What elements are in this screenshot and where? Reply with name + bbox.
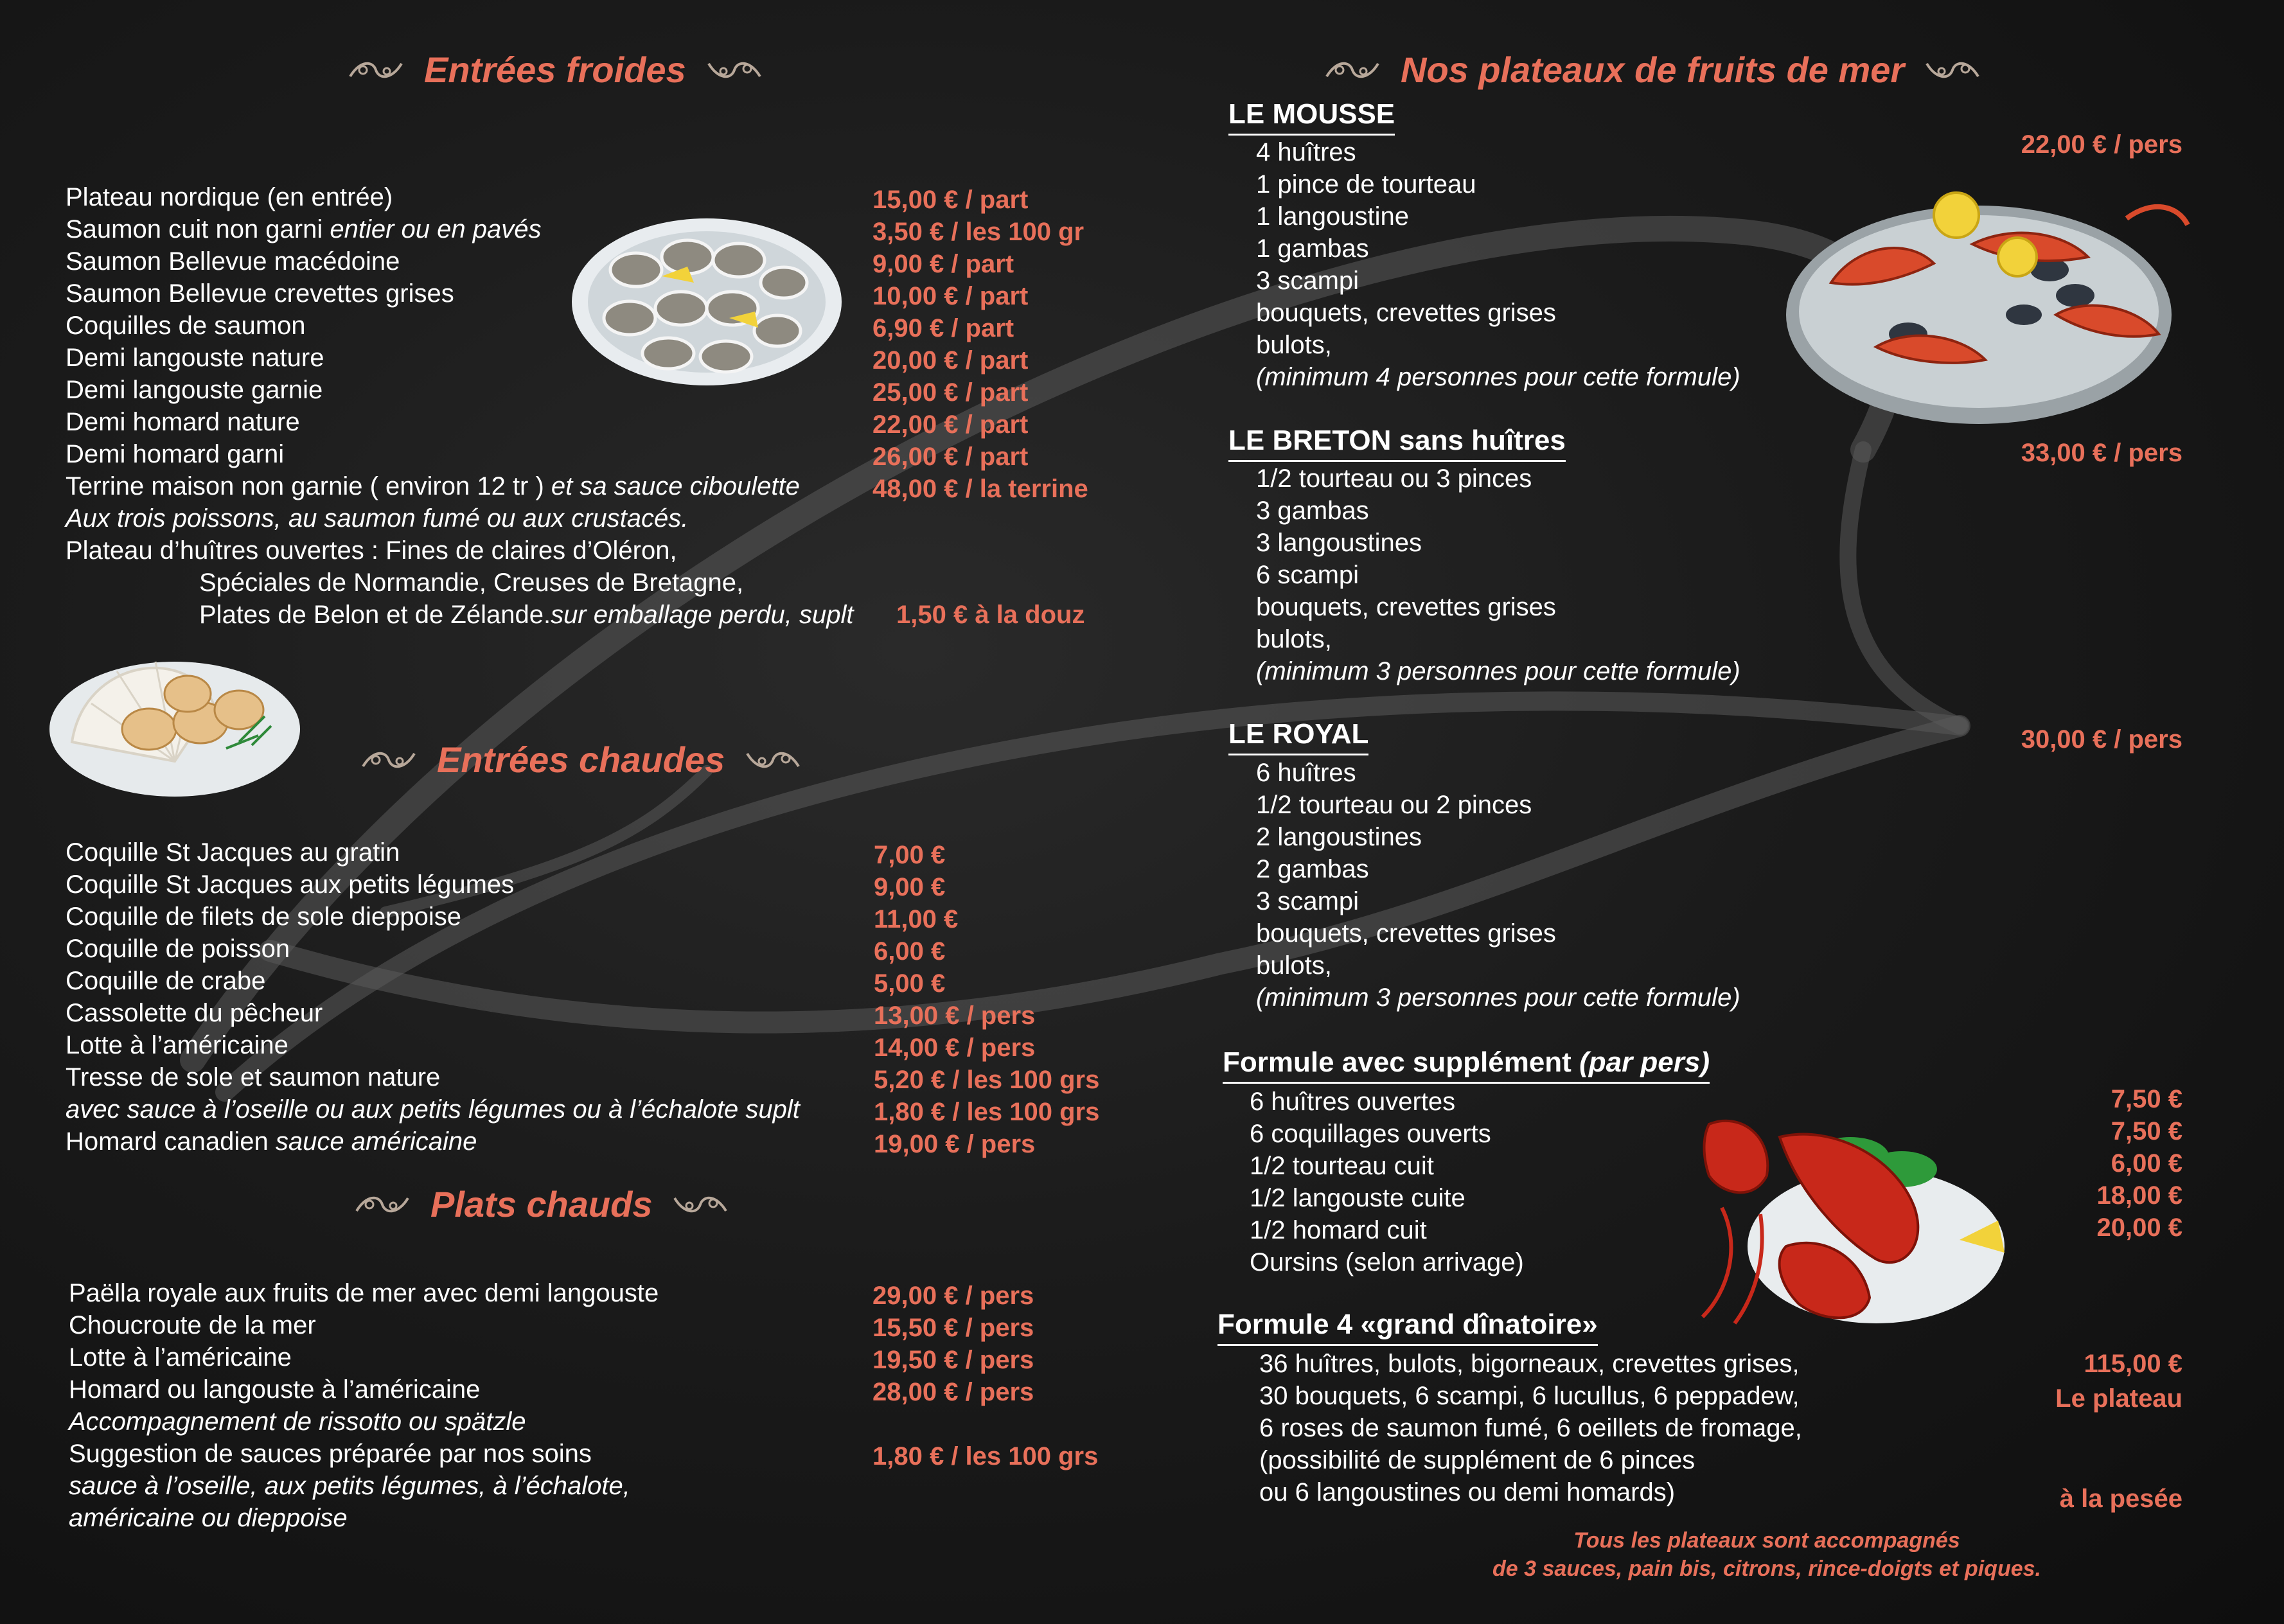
plateau-line: 1/2 tourteau ou 3 pinces: [1256, 464, 1532, 493]
scallop-photo: [46, 633, 303, 800]
plateau-mousse-title: LE MOUSSE: [1228, 96, 1395, 136]
formule-dinatoire-price-extra: à la pesée: [2059, 1485, 2182, 1513]
menu-item-note: entier ou en pavés: [330, 215, 542, 243]
menu-item: [69, 1470, 630, 1502]
plateau-line: 6 huîtres: [1256, 759, 1356, 787]
plateau-note: (minimum 3 personnes pour cette formule): [1256, 984, 1740, 1012]
menu-item: [66, 181, 393, 213]
plateau-line: 3 langoustines: [1256, 529, 1422, 557]
huitres-line-1: Plateau d’huîtres ouvertes : Fines de claires d’Oléron,: [66, 536, 677, 565]
menu-item: [66, 245, 400, 278]
menu-item: [66, 310, 306, 342]
menu-item-note: Accompagnement de rissotto ou spätzle: [69, 1408, 526, 1436]
heading-plateaux: [1323, 49, 1981, 91]
plateau-line: bulots,: [1256, 331, 1332, 359]
plateau-mousse-price: 22,00 € / pers: [2021, 130, 2182, 159]
heading-plats-chauds: [353, 1183, 729, 1225]
formule-dinatoire-price-unit: Le plateau: [2055, 1384, 2182, 1413]
flourish-icon: [744, 747, 802, 773]
menu-item-name: Coquille St Jacques au gratin: [66, 838, 400, 867]
menu-item-name: Demi langouste garnie: [66, 376, 323, 404]
menu-item-price: 20,00 € / part: [872, 346, 1029, 375]
flourish-icon: [671, 1192, 729, 1217]
supplement-item-name: 6 huîtres ouvertes: [1250, 1088, 1456, 1116]
supplement-item-name: Oursins (selon arrivage): [1250, 1248, 1524, 1276]
formule-dinatoire-title: Formule 4 «grand dînatoire»: [1217, 1307, 1598, 1346]
menu-item-price: 11,00 €: [874, 905, 959, 933]
huitres-price: 1,50 € à la douz: [896, 601, 1085, 629]
plateau-breton-price: 33,00 € / pers: [2021, 439, 2182, 467]
supplement-item-name: 1/2 langouste cuite: [1250, 1184, 1465, 1212]
plateau-royal-price: 30,00 € / pers: [2021, 725, 2182, 754]
menu-item-name: Coquille St Jacques aux petits légumes: [66, 870, 515, 899]
menu-item-name: Coquille de filets de sole dieppoise: [66, 903, 461, 931]
menu-item: [69, 1373, 480, 1406]
menu-item: [66, 933, 290, 965]
menu-item-name: Saumon cuit non garni: [66, 215, 330, 243]
formule-supplement-title-note: (par pers): [1579, 1046, 1710, 1078]
menu-item: [66, 1125, 477, 1158]
menu-item-price: 19,00 € / pers: [874, 1130, 1036, 1158]
supplement-item-price: 20,00 €: [2096, 1214, 2182, 1242]
dinatoire-line: 30 bouquets, 6 scampi, 6 lucullus, 6 peppadew,: [1259, 1382, 1800, 1410]
menu-item-name: Saumon Bellevue crevettes grises: [66, 279, 454, 308]
flourish-icon: [705, 57, 763, 83]
plateau-line: 3 gambas: [1256, 497, 1369, 525]
menu-item: [66, 901, 461, 933]
menu-item-name: Coquilles de saumon: [66, 312, 306, 340]
supplement-item-name: 1/2 tourteau cuit: [1250, 1152, 1434, 1180]
heading-entrees-chaudes: [360, 739, 802, 781]
menu-item-price: 22,00 € / part: [872, 410, 1029, 439]
footnote-line-1: Tous les plateaux sont accompagnés: [1573, 1528, 1960, 1553]
dinatoire-line: ou 6 langoustines ou demi homards): [1259, 1478, 1676, 1506]
menu-item: [69, 1341, 292, 1373]
supplement-item-name: 6 coquillages ouverts: [1250, 1120, 1491, 1148]
menu-item: [66, 438, 284, 470]
menu-item-price: 25,00 € / part: [872, 378, 1029, 407]
menu-item: [66, 836, 400, 869]
plateau-line: bouquets, crevettes grises: [1256, 299, 1556, 327]
section-title: Nos plateaux de fruits de mer: [1401, 49, 1905, 90]
menu-item-price: 10,00 € / part: [872, 282, 1029, 310]
menu-item-price: 1,80 € / les 100 grs: [872, 1442, 1099, 1470]
menu-item-note: sauce américaine: [275, 1127, 477, 1156]
menu-item-price: 15,50 € / pers: [872, 1314, 1034, 1342]
menu-item: [66, 1061, 440, 1093]
menu-item-name: Cassolette du pêcheur: [66, 999, 323, 1027]
menu-item: [69, 1502, 348, 1534]
menu-item-name: Homard canadien: [66, 1127, 276, 1156]
menu-item: [66, 965, 265, 997]
menu-item-name: Demi langouste nature: [66, 344, 324, 372]
menu-item-name: Plateau nordique (en entrée): [66, 183, 393, 211]
menu-item-price: 6,90 € / part: [872, 314, 1014, 342]
menu-item-name: Choucroute de la mer: [69, 1311, 316, 1339]
menu-item-price: 7,00 €: [874, 841, 946, 869]
menu-item-price: 14,00 € / pers: [874, 1034, 1036, 1062]
menu-item-price: 19,50 € / pers: [872, 1346, 1034, 1374]
menu-item-price: 9,00 €: [874, 873, 946, 901]
menu-item-note: américaine ou dieppoise: [69, 1504, 348, 1532]
heading-entrees-froides: [347, 49, 763, 91]
section-title: Plats chauds: [430, 1184, 653, 1224]
plateau-line: 1 langoustine: [1256, 202, 1409, 231]
supplement-item-price: 18,00 €: [2096, 1181, 2182, 1210]
supplement-item-price: 7,50 €: [2111, 1117, 2182, 1145]
menu-item-price: 48,00 € / la terrine: [872, 475, 1088, 503]
plateau-line: 1/2 tourteau ou 2 pinces: [1256, 791, 1532, 819]
menu-item: [66, 213, 542, 245]
menu-item-price: 5,00 €: [874, 969, 946, 998]
menu-item: [66, 869, 514, 901]
plateau-breton-title: LE BRETON sans huîtres: [1228, 423, 1566, 462]
menu-item: [66, 470, 800, 502]
plateau-line: 1 pince de tourteau: [1256, 170, 1476, 199]
plateau-line: bulots,: [1256, 951, 1332, 980]
menu-item-note: avec sauce à l’oseille ou aux petits légumes ou à l’échalote suplt: [66, 1095, 800, 1124]
huitres-line-2: Spéciales de Normandie, Creuses de Bretagne,: [199, 569, 744, 597]
dinatoire-line: 6 roses de saumon fumé, 6 oeillets de fromage,: [1259, 1414, 1802, 1442]
menu-item-price: 28,00 € / pers: [872, 1378, 1034, 1406]
menu-item-price: 5,20 € / les 100 grs: [874, 1066, 1100, 1094]
menu-item: [69, 1406, 526, 1438]
menu-item-name: Tresse de sole et saumon nature: [66, 1063, 441, 1091]
supplement-item-name: 1/2 homard cuit: [1250, 1216, 1427, 1244]
plateau-line: 2 langoustines: [1256, 823, 1422, 851]
menu-item: [66, 997, 323, 1029]
menu-item-price: 6,00 €: [874, 937, 946, 966]
menu-item-price: 15,00 € / part: [872, 186, 1029, 214]
menu-item: [69, 1277, 659, 1309]
menu-item-price: 1,80 € / les 100 grs: [874, 1098, 1100, 1126]
menu-item-name: Lotte à l’américaine: [66, 1031, 288, 1059]
plateau-line: 3 scampi: [1256, 887, 1359, 915]
menu-item-name: Homard ou langouste à l’américaine: [69, 1375, 481, 1404]
section-title: Entrées froides: [424, 49, 686, 90]
menu-item-name: Demi homard nature: [66, 408, 300, 436]
formule-supplement-title: [1223, 1045, 1710, 1084]
menu-item: [66, 1029, 288, 1061]
menu-item-price: 9,00 € / part: [872, 250, 1014, 278]
flourish-icon: [1323, 57, 1381, 83]
menu-item: [69, 1438, 592, 1470]
menu-item-price: 13,00 € / pers: [874, 1002, 1036, 1030]
menu-item: [66, 374, 323, 406]
menu-item: [66, 1093, 800, 1125]
flourish-icon: [1924, 57, 1981, 83]
plateau-line: 6 scampi: [1256, 561, 1359, 589]
menu-item-name: Coquille de poisson: [66, 935, 290, 963]
menu-item-name: Saumon Bellevue macédoine: [66, 247, 400, 276]
menu-item: [66, 406, 300, 438]
plateau-royal-title: LE ROYAL: [1228, 716, 1368, 755]
section-title: Entrées chaudes: [437, 739, 725, 780]
plateau-line: 1 gambas: [1256, 234, 1369, 263]
plateau-line: bouquets, crevettes grises: [1256, 593, 1556, 621]
menu-item-price: 29,00 € / pers: [872, 1282, 1034, 1310]
menu-item-price: 26,00 € / part: [872, 443, 1029, 471]
flourish-icon: [347, 57, 405, 83]
plateau-line: 3 scampi: [1256, 267, 1359, 295]
plateau-line: 4 huîtres: [1256, 138, 1356, 166]
menu-item-note: sauce à l’oseille, aux petits légumes, à l’échalote,: [69, 1472, 630, 1500]
plateau-note: (minimum 3 personnes pour cette formule): [1256, 657, 1740, 685]
formule-dinatoire-price: 115,00 €: [2084, 1350, 2182, 1378]
menu-item-name: Coquille de crabe: [66, 967, 266, 995]
menu-item: [66, 342, 324, 374]
huitres-line-3: [199, 599, 853, 631]
menu-item-name: Suggestion de sauces préparée par nos soins: [69, 1440, 592, 1468]
menu-item-price: 3,50 € / les 100 gr: [872, 218, 1084, 246]
menu-item-name: Paëlla royale aux fruits de mer avec demi langouste: [69, 1279, 659, 1307]
footnote-line-2: de 3 sauces, pain bis, citrons, rince-doigts et piques.: [1492, 1557, 2041, 1581]
dinatoire-line: (possibilité de supplément de 6 pinces: [1259, 1446, 1695, 1474]
flourish-icon: [360, 747, 418, 773]
plateau-line: bouquets, crevettes grises: [1256, 919, 1556, 948]
plateau-note: (minimum 4 personnes pour cette formule): [1256, 363, 1740, 391]
menu-item-name: Lotte à l’américaine: [69, 1343, 292, 1372]
terrine-note: Aux trois poissons, au saumon fumé ou aux crustacés.: [66, 504, 689, 533]
menu-item-name: Terrine maison non garnie ( environ 12 tr ): [66, 472, 551, 500]
menu-item: [69, 1309, 316, 1341]
seafood-platter-photo: [1780, 167, 2191, 437]
dinatoire-line: 36 huîtres, bulots, bigorneaux, crevettes grises,: [1259, 1350, 1800, 1378]
supplement-item-price: 6,00 €: [2111, 1149, 2182, 1178]
menu-item: [66, 278, 454, 310]
plateau-line: 2 gambas: [1256, 855, 1369, 883]
huitres-line-3-note: sur emballage perdu, suplt: [551, 601, 854, 629]
plateau-line: bulots,: [1256, 625, 1332, 653]
lobster-photo: [1683, 1099, 2017, 1343]
formule-supplement-title-text: Formule avec supplément: [1223, 1046, 1580, 1078]
flourish-icon: [353, 1192, 411, 1217]
oyster-plate-photo: [565, 206, 848, 398]
supplement-item-price: 7,50 €: [2111, 1085, 2182, 1113]
menu-item-name: Demi homard garni: [66, 440, 285, 468]
huitres-line-3-text: Plates de Belon et de Zélande.: [199, 601, 551, 629]
menu-item-note: et sa sauce ciboulette: [551, 472, 800, 500]
